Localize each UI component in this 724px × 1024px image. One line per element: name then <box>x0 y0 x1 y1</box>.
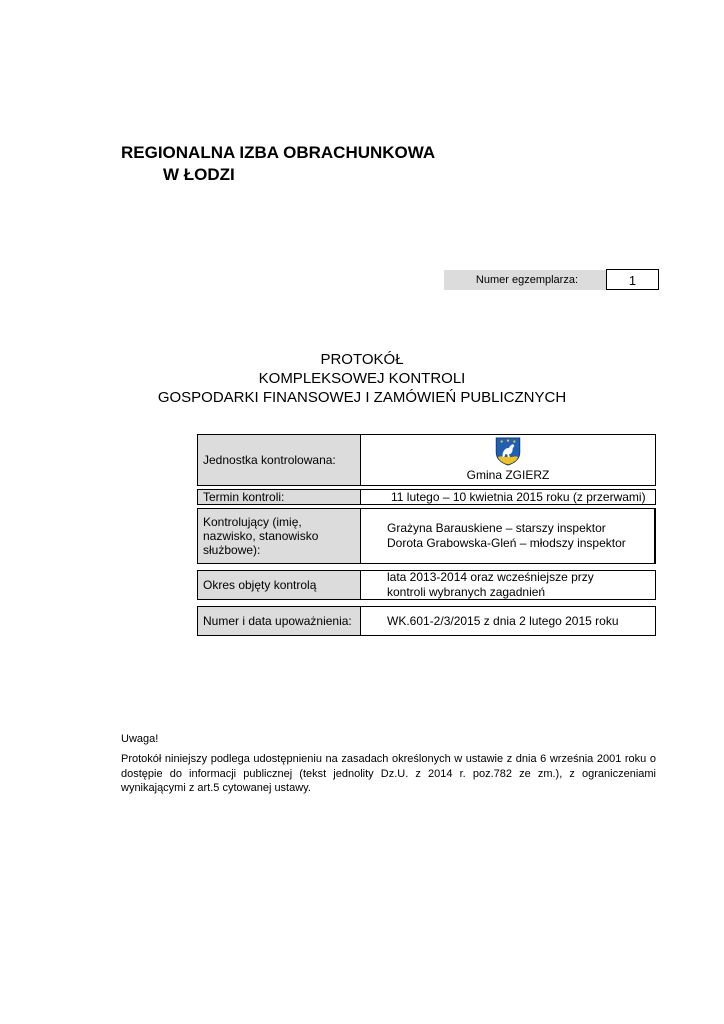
row-control-term <box>197 489 656 505</box>
controlled-unit-label: Jednostka kontrolowana: <box>197 434 361 486</box>
controller-2: Dorota Grabowska-Gleń – młodszy inspektor <box>387 536 626 550</box>
control-term-value: 11 lutego – 10 kwietnia 2015 roku (z przerwami) <box>361 489 656 505</box>
authorization-label: Numer i data upoważnienia: <box>197 606 361 636</box>
protocol-title-line3: GOSPODARKI FINANSOWEJ I ZAMÓWIEŃ PUBLICZNYCH <box>157 389 567 406</box>
controller-1: Grażyna Barauskiene – starszy inspektor <box>387 521 606 535</box>
copy-number-value: 1 <box>606 269 659 290</box>
controllers-label: Kontrolujący (imię, nazwisko, stanowisko służbowe): <box>197 508 361 564</box>
control-period-label: Okres objęty kontrolą <box>197 570 361 600</box>
row-control-period <box>197 570 656 600</box>
coat-of-arms-icon <box>494 437 522 466</box>
control-period-value: lata 2013-2014 oraz wcześniejsze przy kontroli wybranych zagadnień <box>361 570 656 600</box>
controlled-unit-cell <box>361 434 656 486</box>
organization-name-line1: REGIONALNA IZBA OBRACHUNKOWA <box>121 143 436 162</box>
authorization-value: WK.601-2/3/2015 z dnia 2 lutego 2015 roku <box>361 606 656 636</box>
row-controllers <box>197 508 656 564</box>
protocol-title-line1: PROTOKÓŁ <box>320 351 404 368</box>
row-authorization <box>197 606 656 636</box>
note-title: Uwaga! <box>121 733 159 745</box>
note-text: Protokół niniejszy podlega udostępnieniu na zasadach określonych w ustawie z dnia 6 września 2001 roku o dostępie do informacji publicznej (tekst jednolity Dz.U. z 2014 r. poz.782 ze zm.), z ograniczeniami wynikającymi z art.5 cytowanej ustawy. <box>121 753 656 794</box>
protocol-title-line2: KOMPLEKSOWEJ KONTROLI <box>258 370 466 387</box>
copy-number-label: Numer egzemplarza: <box>444 270 606 290</box>
control-term-label: Termin kontroli: <box>197 489 361 505</box>
row-controlled-unit <box>197 434 656 486</box>
controllers-cell <box>361 508 656 564</box>
controlled-unit-name: Gmina ZGIERZ <box>466 468 550 482</box>
organization-name-line2: W ŁODZI <box>163 165 235 184</box>
